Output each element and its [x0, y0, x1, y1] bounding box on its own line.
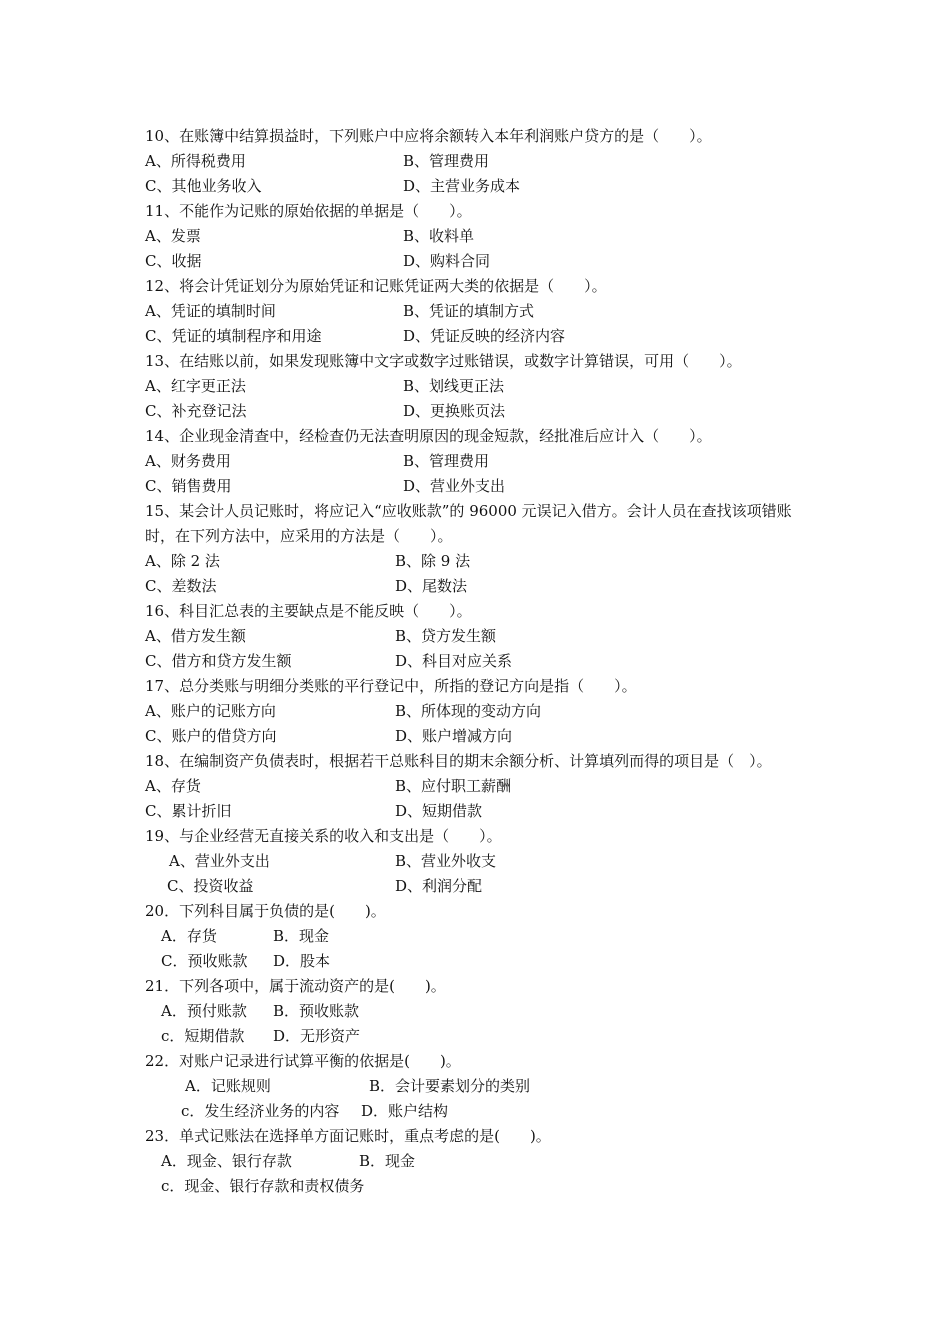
option-row	[145, 699, 810, 724]
option-a: A．预付账款	[161, 1002, 247, 1020]
option-row	[145, 849, 810, 874]
question-stem: 13、在结账以前，如果发现账簿中文字或数字过账错误，或数字计算错误，可用（ ）。	[145, 352, 742, 370]
option-row	[145, 1074, 810, 1099]
option-c: C、账户的借贷方向	[145, 727, 277, 745]
option-c: C、凭证的填制程序和用途	[145, 327, 322, 345]
option-a: A、财务费用	[145, 452, 231, 470]
option-a: A、存货	[145, 777, 201, 795]
option-c: c．短期借款	[161, 1027, 245, 1045]
option-row	[145, 149, 810, 174]
option-c: C、销售费用	[145, 477, 232, 495]
option-row	[145, 1099, 810, 1124]
question-stem: 11、不能作为记账的原始依据的单据是（ ）。	[145, 202, 472, 220]
option-c: C．预收账款	[161, 952, 248, 970]
option-row	[145, 574, 810, 599]
option-c: C、差数法	[145, 577, 217, 595]
option-b: B．现金	[359, 1152, 416, 1170]
option-d: D、凭证反映的经济内容	[403, 327, 566, 345]
question-stem: 22．对账户记录进行试算平衡的依据是( )。	[145, 1052, 461, 1070]
option-b: B．预收账款	[273, 1002, 360, 1020]
question-stem: 20．下列科目属于负债的是( )。	[145, 902, 386, 920]
question-stem: 16、科目汇总表的主要缺点是不能反映（ ）。	[145, 602, 472, 620]
question-stem: 12、将会计凭证划分为原始凭证和记账凭证两大类的依据是（ ）。	[145, 277, 607, 295]
option-d: D、短期借款	[395, 802, 483, 820]
option-c: C、投资收益	[167, 877, 254, 895]
question-stem: 15、某会计人员记账时，将应记入“应收账款”的 96000 元误记入借方。会计人员在查找该项错账时，在下列方法中，应采用的方法是（ ）。	[145, 502, 792, 545]
option-c: C、其他业务收入	[145, 177, 262, 195]
option-d: D、营业外支出	[403, 477, 506, 495]
option-c: C、收据	[145, 252, 202, 270]
option-b: B、管理费用	[403, 452, 490, 470]
option-a: A、所得税费用	[145, 152, 246, 170]
option-a: A．存货	[161, 927, 217, 945]
option-b: B、贷方发生额	[395, 627, 497, 645]
option-row	[145, 474, 810, 499]
option-a: A．现金、银行存款	[161, 1152, 292, 1170]
option-row	[145, 924, 810, 949]
option-row	[145, 649, 810, 674]
option-row	[145, 1149, 810, 1174]
option-b: B、凭证的填制方式	[403, 302, 535, 320]
option-a: A、凭证的填制时间	[145, 302, 276, 320]
option-row	[145, 399, 810, 424]
option-a: A、除 2 法	[145, 552, 220, 570]
option-b: B、所体现的变动方向	[395, 702, 542, 720]
option-a: A、账户的记账方向	[145, 702, 276, 720]
option-row	[145, 724, 810, 749]
option-row	[145, 174, 810, 199]
option-row	[145, 1174, 810, 1199]
option-row	[145, 249, 810, 274]
option-d: D．无形资产	[273, 1027, 361, 1045]
option-row	[145, 774, 810, 799]
option-d: D．股本	[273, 952, 331, 970]
option-row	[145, 799, 810, 824]
option-b: B、管理费用	[403, 152, 490, 170]
option-c: C、累计折旧	[145, 802, 232, 820]
option-c: C、补充登记法	[145, 402, 247, 420]
question-stem: 19、与企业经营无直接关系的收入和支出是（ ）。	[145, 827, 502, 845]
option-row	[145, 374, 810, 399]
option-d: D、账户增减方向	[395, 727, 513, 745]
option-c: c．发生经济业务的内容	[181, 1102, 340, 1120]
option-d: D、更换账页法	[403, 402, 506, 420]
option-d: D、购料合同	[403, 252, 491, 270]
option-row	[145, 549, 810, 574]
option-a: A．记账规则	[185, 1077, 271, 1095]
option-row	[145, 874, 810, 899]
option-d: D．账户结构	[361, 1102, 449, 1120]
option-row	[145, 999, 810, 1024]
option-c: c．现金、银行存款和责权债务	[161, 1177, 365, 1195]
option-a: A、红字更正法	[145, 377, 246, 395]
option-d: D、主营业务成本	[403, 177, 521, 195]
option-b: B、应付职工薪酬	[395, 777, 512, 795]
option-a: A、营业外支出	[169, 852, 270, 870]
question-stem: 18、在编制资产负债表时，根据若干总账科目的期末余额分析、计算填列而得的项目是（ ）。	[145, 752, 772, 770]
option-d: D、利润分配	[395, 877, 483, 895]
option-row	[145, 624, 810, 649]
question-stem: 14、企业现金清查中，经检查仍无法查明原因的现金短款，经批准后应计入（ ）。	[145, 427, 712, 445]
question-stem: 10、在账簿中结算损益时，下列账户中应将余额转入本年利润账户贷方的是（ ）。	[145, 127, 712, 145]
option-row	[145, 324, 810, 349]
question-stem: 17、总分类账与明细分类账的平行登记中，所指的登记方向是指（ ）。	[145, 677, 637, 695]
option-b: B、营业外收支	[395, 852, 497, 870]
question-stem: 21．下列各项中，属于流动资产的是( )。	[145, 977, 446, 995]
question-list	[145, 124, 810, 1199]
option-b: B．现金	[273, 927, 330, 945]
option-row	[145, 224, 810, 249]
option-b: B、收料单	[403, 227, 475, 245]
option-b: B、除 9 法	[395, 552, 471, 570]
option-d: D、尾数法	[395, 577, 468, 595]
option-row	[145, 1024, 810, 1049]
option-row	[145, 299, 810, 324]
question-stem: 23．单式记账法在选择单方面记账时，重点考虑的是( )。	[145, 1127, 551, 1145]
option-b: B．会计要素划分的类别	[369, 1077, 531, 1095]
option-row	[145, 949, 810, 974]
option-c: C、借方和贷方发生额	[145, 652, 292, 670]
option-b: B、划线更正法	[403, 377, 505, 395]
option-d: D、科目对应关系	[395, 652, 513, 670]
option-a: A、发票	[145, 227, 201, 245]
option-row	[145, 449, 810, 474]
option-a: A、借方发生额	[145, 627, 246, 645]
